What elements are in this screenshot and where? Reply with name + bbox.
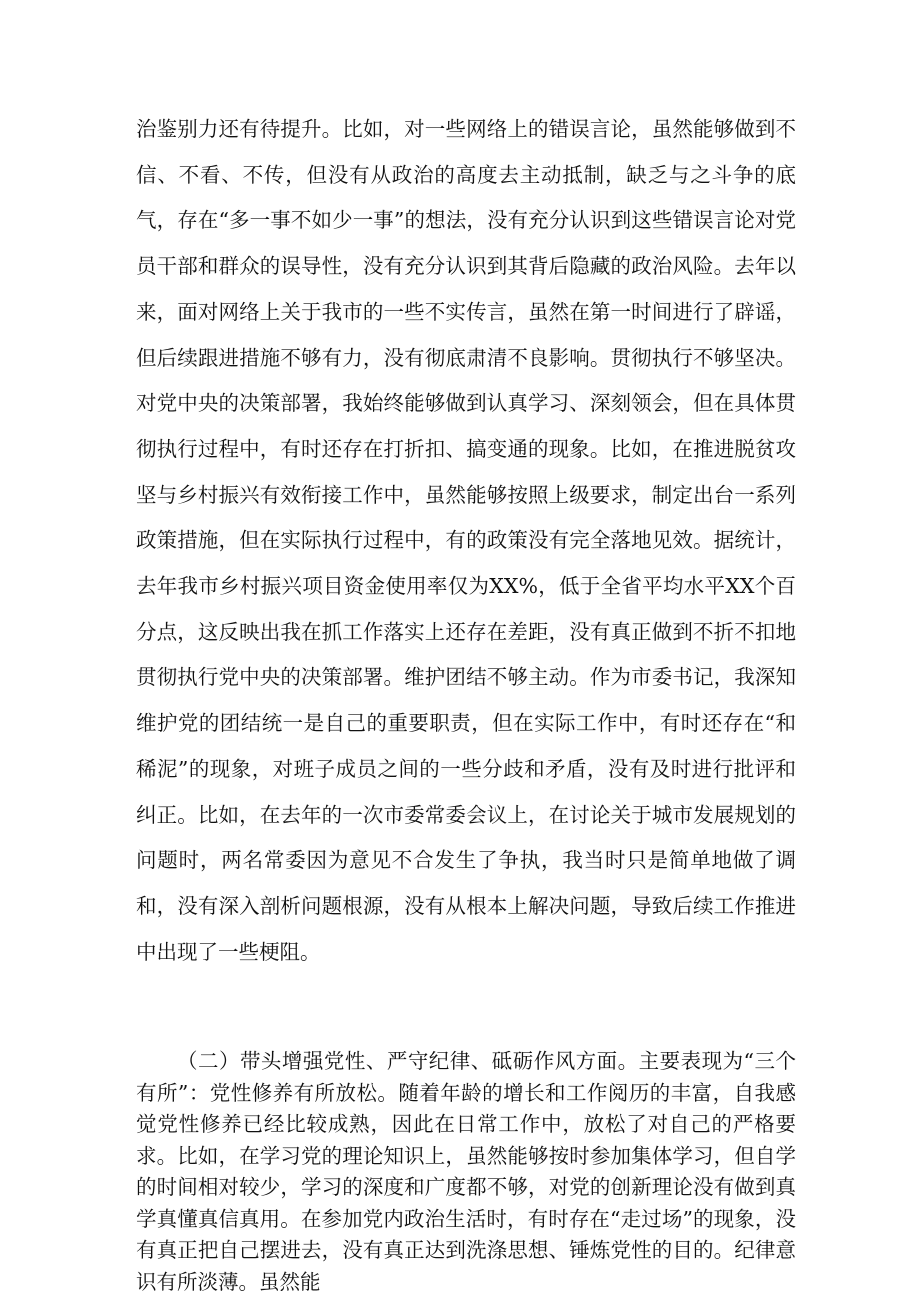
body-paragraph-2: （二）带头增强党性、严守纪律、砥砺作风方面。主要表现为“三个有所”：党性修养有所放松。随着年龄的增长和工作阅历的丰富，自我感觉党性修养已经比较成熟，因此在日常工作中，放松了对自己的严格要求。比如，在学习党的理论知识上，虽然能够按时参加集体学习，但自学的时间相对较少，学习的深度和广度都不够，对党的创新理论没有做到真学真懂真信真用。在参加党内政治生活时，有时存在“走过场”的现象，没有真正把自己摆进去，没有真正达到洗涤思想、锤炼党性的目的。纪律意识有所淡薄。虽然能 (136, 1049, 796, 1294)
body-paragraph-1: 治鉴别力还有待提升。比如，对一些网络上的错误言论，虽然能够做到不信、不看、不传，但没有从政治的高度去主动抵制，缺乏与之斗争的底气，存在“多一事不如少一事”的想法，没有充分认识到这些错误言论对党员干部和群众的误导性，没有充分认识到其背后隐藏的政治风险。去年以来，面对网络上关于我市的一些不实传言，虽然在第一时间进行了辟谣，但后续跟进措施不够有力，没有彻底肃清不良影响。贯彻执行不够坚决。对党中央的决策部署，我始终能够做到认真学习、深刻领会，但在具体贯彻执行过程中，有时还存在打折扣、搞变通的现象。比如，在推进脱贫攻坚与乡村振兴有效衔接工作中，虽然能够按照上级要求，制定出台一系列政策措施，但在实际执行过程中，有的政策没有完全落地见效。据统计，去年我市乡村振兴项目资金使用率仅为XX%，低于全省平均水平XX个百分点，这反映出我在抓工作落实上还存在差距，没有真正做到不折不扣地贯彻执行党中央的决策部署。维护团结不够主动。作为市委书记，我深知维护党的团结统一是自己的重要职责，但在实际工作中，有时还存在“和稀泥”的现象，对班子成员之间的一些分歧和矛盾，没有及时进行批评和纠正。比如，在去年的一次市委常委会议上，在讨论关于城市发展规划的问题时，两名常委因为意见不合发生了争执，我当时只是简单地做了调和，没有深入剖析问题根源，没有从根本上解决问题，导致后续工作推进中出现了一些梗阻。 (136, 117, 796, 964)
